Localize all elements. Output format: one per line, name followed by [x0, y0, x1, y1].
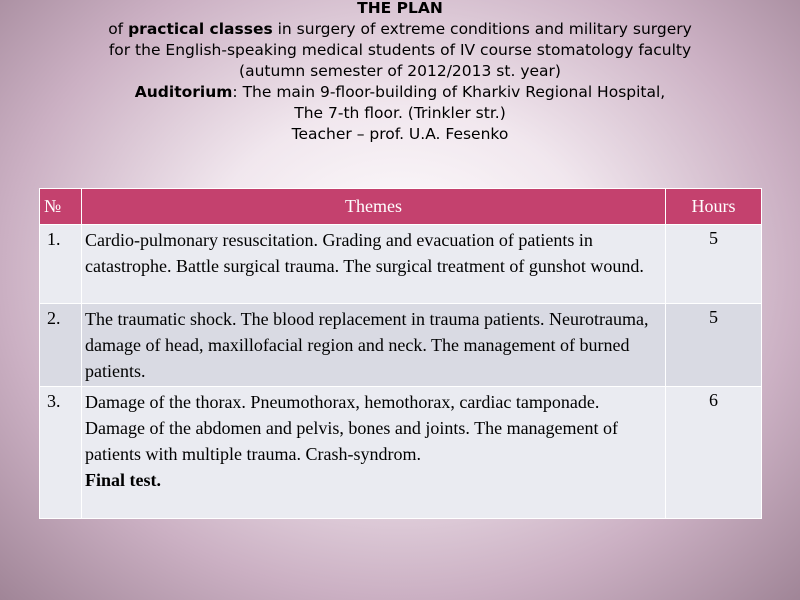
- row-hours: 5: [666, 304, 762, 387]
- final-test-label: Final test.: [85, 470, 161, 490]
- table-row: [40, 387, 762, 519]
- row-theme-cell: [82, 387, 666, 519]
- plan-title: THE PLAN: [357, 0, 443, 17]
- column-header-number: №: [40, 189, 82, 225]
- table-row: [40, 225, 762, 304]
- table-header-row: [40, 189, 762, 225]
- row-hours: 6: [666, 387, 762, 519]
- column-header-hours: Hours: [666, 189, 762, 225]
- row-number: 2.: [40, 304, 82, 387]
- plan-semester: (autumn semester of 2012/2013 st. year): [239, 62, 561, 80]
- plan-floor: The 7-th floor. (Trinkler str.): [294, 104, 506, 122]
- table-row: [40, 304, 762, 387]
- row-theme: Cardio-pulmonary resuscitation. Grading and evacuation of patients in catastrophe. Battle surgical trauma. The surgical treatment of gunshot wound.: [82, 225, 666, 304]
- row-theme: Damage of the thorax. Pneumothorax, hemothorax, cardiac tamponade. Damage of the abdomen and pelvis, bones and joints. The management of patients with multiple trauma. Crash-syndrom.: [85, 392, 619, 464]
- row-theme: The traumatic shock. The blood replacement in trauma patients. Neurotrauma, damage of head, maxillofacial region and neck. The management of burned patients.: [82, 304, 666, 387]
- plan-audience: for the English-speaking medical students of IV course stomatology faculty: [108, 41, 692, 59]
- themes-table: [39, 188, 762, 519]
- plan-header: [0, 0, 800, 145]
- column-header-themes: Themes: [82, 189, 666, 225]
- row-number: 1.: [40, 225, 82, 304]
- row-hours: 5: [666, 225, 762, 304]
- plan-subtitle: of practical classes in surgery of extreme conditions and military surgery: [108, 20, 692, 38]
- plan-teacher: Teacher – prof. U.A. Fesenko: [291, 125, 509, 143]
- row-number: 3.: [40, 387, 82, 519]
- plan-auditorium: Auditorium: The main 9-floor-building of Kharkiv Regional Hospital,: [134, 83, 666, 101]
